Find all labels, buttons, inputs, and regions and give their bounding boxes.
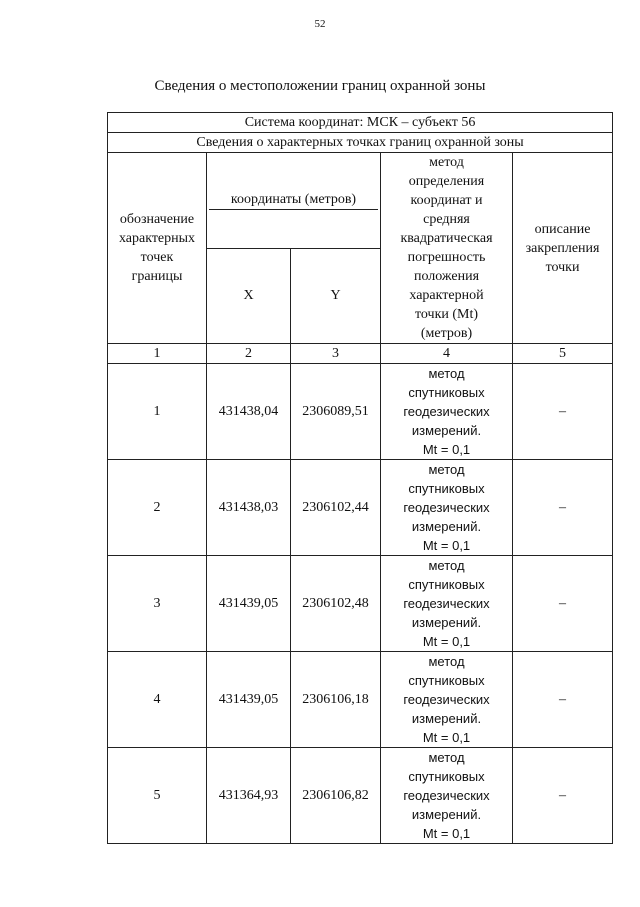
page-title: Сведения о местоположении границ охранной зоны	[154, 78, 486, 94]
method-line: Mt = 0,1	[422, 730, 471, 745]
col-method-header	[381, 153, 513, 344]
header-line: метод	[429, 155, 464, 170]
method-line: Mt = 0,1	[422, 442, 471, 457]
section-header: Сведения о характерных точках границ охранной зоны	[108, 133, 613, 153]
header-line: границы	[131, 269, 183, 284]
page-number: 52	[314, 18, 326, 30]
y-coordinate: 2306106,18	[291, 652, 381, 748]
table-row	[108, 460, 613, 556]
column-index: 2	[207, 344, 291, 364]
col-description-header	[513, 153, 613, 344]
column-index: 5	[513, 344, 613, 364]
col-x-header: X	[207, 248, 291, 344]
method-line: метод	[428, 654, 465, 669]
header-line: (метров)	[420, 326, 473, 341]
header-line: положения	[413, 269, 480, 284]
method-line: спутниковых	[408, 769, 485, 784]
method-line: Mt = 0,1	[422, 634, 471, 649]
method-cell	[381, 556, 513, 652]
description-cell: –	[513, 460, 613, 556]
header-line: точек	[140, 250, 174, 265]
x-coordinate: 431364,93	[207, 748, 291, 844]
method-line: геодезических	[403, 596, 490, 611]
method-line: Mt = 0,1	[422, 538, 471, 553]
header-line: квадратическая	[400, 231, 493, 246]
method-line: измерений.	[411, 519, 482, 534]
y-coordinate: 2306102,48	[291, 556, 381, 652]
column-index: 1	[108, 344, 207, 364]
method-line: Mt = 0,1	[422, 826, 471, 841]
x-coordinate: 431439,05	[207, 652, 291, 748]
header-line: координат и	[410, 193, 483, 208]
method-line: спутниковых	[408, 577, 485, 592]
method-cell	[381, 460, 513, 556]
table-row	[108, 748, 613, 844]
method-line: спутниковых	[408, 673, 485, 688]
method-line: геодезических	[403, 500, 490, 515]
method-line: геодезических	[403, 692, 490, 707]
point-number: 2	[108, 460, 207, 556]
table-row	[108, 556, 613, 652]
col-y-header: Y	[291, 248, 381, 344]
description-cell: –	[513, 652, 613, 748]
method-line: спутниковых	[408, 481, 485, 496]
col-designation-header	[108, 153, 207, 344]
column-index: 4	[381, 344, 513, 364]
header-line: характерных	[118, 231, 196, 246]
header-line: характерной	[409, 288, 484, 303]
header-line: определения	[408, 174, 485, 189]
point-number: 1	[108, 364, 207, 460]
table-row	[108, 364, 613, 460]
header-line: обозначение	[119, 212, 195, 227]
header-line: точки	[545, 259, 580, 275]
header-line: закрепления	[525, 240, 600, 256]
description-cell: –	[513, 748, 613, 844]
y-coordinate: 2306106,82	[291, 748, 381, 844]
coordinate-system-header: Система координат: МСК – субъект 56	[108, 113, 613, 133]
method-line: геодезических	[403, 788, 490, 803]
method-line: метод	[428, 750, 465, 765]
method-line: спутниковых	[408, 385, 485, 400]
point-number: 5	[108, 748, 207, 844]
coords-group-label: координаты (метров)	[209, 191, 378, 210]
point-number: 3	[108, 556, 207, 652]
method-line: измерений.	[411, 807, 482, 822]
method-cell	[381, 652, 513, 748]
method-cell	[381, 364, 513, 460]
col-coords-group-header	[207, 153, 381, 249]
y-coordinate: 2306089,51	[291, 364, 381, 460]
y-coordinate: 2306102,44	[291, 460, 381, 556]
method-cell	[381, 748, 513, 844]
method-line: измерений.	[411, 711, 482, 726]
method-line: метод	[428, 366, 465, 381]
method-line: измерений.	[411, 423, 482, 438]
x-coordinate: 431438,03	[207, 460, 291, 556]
method-line: метод	[428, 462, 465, 477]
x-coordinate: 431438,04	[207, 364, 291, 460]
point-number: 4	[108, 652, 207, 748]
coordinates-table	[107, 112, 613, 844]
description-cell: –	[513, 556, 613, 652]
header-line: средняя	[423, 212, 470, 227]
header-line: погрешность	[407, 250, 486, 265]
method-line: измерений.	[411, 615, 482, 630]
header-line: описание	[534, 221, 591, 237]
header-line: точки (Mt)	[414, 307, 479, 322]
method-line: метод	[428, 558, 465, 573]
x-coordinate: 431439,05	[207, 556, 291, 652]
method-line: геодезических	[403, 404, 490, 419]
column-index: 3	[291, 344, 381, 364]
table-row	[108, 652, 613, 748]
description-cell: –	[513, 364, 613, 460]
